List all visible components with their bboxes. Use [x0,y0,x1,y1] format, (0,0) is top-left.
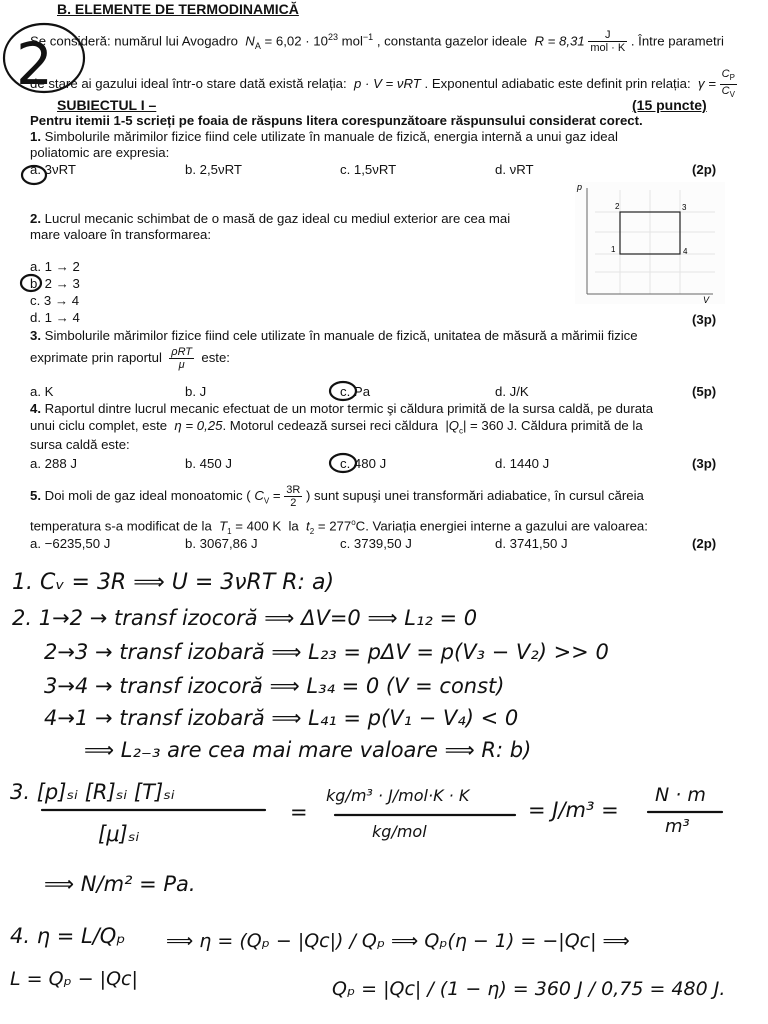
q3-option-c: c. Pa [340,384,371,399]
q1-text-2: poliatomic are expresia: [30,145,170,160]
q4-option-c: c. 480 J [340,456,387,471]
q4-option-d: d. 1440 J [495,456,550,471]
solution-4-line-1: 4. η = L/Qₚ [10,924,126,948]
intro-line-2: de stare ai gazului ideal într-o stare dată există relația: p · V = νRT . Exponentul adiabatic este definit prin relația: γ = $\frac{C_P}{C_V}$ [30,68,735,100]
solution-3-denominator: [μ]ₛᵢ [98,822,140,846]
point-2-label: 2 [615,202,620,211]
solution-3-line-2: ⟹ N/m² = Pa. [44,872,196,896]
page-number: 2 [16,30,53,98]
v-axis-label: V [703,295,710,304]
solution-2-line-4: 4→1 → transf izobară ⟹ L₄₁ = p(V₁ − V₄) < 0 [44,706,519,730]
q5-option-a: a. −6235,50 J [30,536,111,551]
q5-text-1: 5. Doi moli de gaz ideal monoatomic ( $C_V$ = $\frac{3R}{2}$ ) sunt supuşi unei transformări adiabatice, în cursul căreia [30,484,644,509]
q4-text-1: 4. Raportul dintre lucrul mecanic efectuat de un motor termic şi căldura primită de la sursa caldă, pe durata [30,401,654,416]
q1-points: (2p) [692,162,717,177]
solution-1: 1. Cᵥ = 3R ⟹ U = 3νRT R: a) [12,570,335,595]
q5-text-2: temperatura s-a modificat de la $T_1 = 400$ K la $t_2 = 277^oC$. Variația energiei interne a gazului are valoarea: [30,518,648,537]
solution-3-numerator: 3. [p]ₛᵢ [R]ₛᵢ [T]ₛᵢ [10,780,175,804]
q2-text-2: mare valoare în transformarea: [30,227,212,242]
subject-title: SUBIECTUL I – [57,97,157,113]
q5-cv-fraction: $\frac{3R}{2}$ [286,484,301,509]
solution-3-equals: = [290,800,308,824]
q2-option-c: c. 3 → 4 [30,293,80,308]
solution-3-mid-numerator: kg/m³ · J/mol·K · K [326,786,470,805]
solution-4-line-4: Qₚ = |Qc| / (1 − η) = 360 J / 0,75 = 480 J. [332,978,726,1000]
solution-4-line-3: L = Qₚ − |Qc| [10,968,138,990]
p-axis-label: p [577,182,583,192]
subject-points: (15 puncte) [632,97,707,113]
solution-3-result-numerator: N · m [655,784,706,806]
q3-text-1: 3. Simbolurile mărimilor fizice fiind cele utilizate în manuale de fizică, unitatea de măsură a mărimii fizice [30,328,638,343]
subject-instruction: Pentru itemii 1-5 scrieți pe foaia de răspuns litera corespunzătoare răspunsului considerat corect. [30,113,643,128]
q3-fraction: $\frac{\text{ρRT}}{\mu}$ [171,346,193,371]
solution-3-mid-denominator: kg/mol [372,822,427,841]
q4-answer-circle [330,454,356,472]
point-3-label: 3 [682,203,687,212]
q3-points: (5p) [692,384,717,399]
q1-option-b: b. 2,5νRT [185,162,242,177]
solution-2-line-5: ⟹ L₂₋₃ are cea mai mare valoare ⟹ R: b) [84,738,532,762]
q3-option-b: b. J [185,384,207,399]
q1-text-1: 1. Simbolurile mărimilor fizice fiind cele utilizate în manuale de fizică, energia internă a unui gaz ideal [30,129,618,144]
q4-text-3: sursa caldă este: [30,437,130,452]
q2-option-a: a. 1 → 2 [30,259,80,274]
q1-option-c: c. 1,5νRT [340,162,397,177]
q3-option-a: a. K [30,384,54,399]
q1-answer-circle [22,166,46,184]
q4-points: (3p) [692,456,717,471]
q5-option-b: b. 3067,86 J [185,536,258,551]
q5-points: (2p) [692,536,717,551]
q2-text-1: 2. Lucrul mecanic schimbat de o masă de gaz ideal cu mediul exterior are cea mai [30,211,511,226]
q4-option-b: b. 450 J [185,456,232,471]
q2-option-d: d. 1 → 4 [30,310,80,325]
solution-2-line-2: 2→3 → transf izobară ⟹ L₂₃ = pΔV = p(V₃ − V₂) >> 0 [44,640,609,664]
q5-option-c: c. 3739,50 J [340,536,412,551]
q2-points: (3p) [692,312,717,327]
intro-line-1: Se consideră: numărul lui Avogadro $N_A = 6,02 \cdot 10^{23}$ mol$^{-1}$ , constanta gazelor ideale R = 8,31 $\frac{J}{\text{mol · K}}$ . Între parametri [30,29,724,55]
q1-option-a: a. 3νRT [30,162,76,177]
section-title: B. ELEMENTE DE TERMODINAMICĂ [57,1,299,17]
point-4-label: 4 [683,247,688,256]
q4-option-a: a. 288 J [30,456,77,471]
r-unit-fraction: $\frac{J}{\text{mol · K}}$ [590,29,626,55]
q1-option-d: d. νRT [495,162,534,177]
solution-4-line-2: ⟹ η = (Qₚ − |Qc|) / Qₚ ⟹ Qₚ(η − 1) = −|Qc| ⟹ [166,930,630,952]
solution-2-line-3: 3→4 → transf izocoră ⟹ L₃₄ = 0 (V = const) [44,674,505,698]
q3-option-d: d. J/K [495,384,529,399]
q3-answer-circle [330,382,356,400]
q5-option-d: d. 3741,50 J [495,536,568,551]
point-1-label: 1 [611,245,616,254]
solution-2-line-1: 2. 1→2 → transf izocoră ⟹ ΔV=0 ⟹ L₁₂ = 0 [12,606,478,630]
solution-3-result: = J/m³ = [528,798,619,822]
q2-option-b: b. 2 → 3 [30,276,80,291]
solution-3-result-denominator: m³ [665,816,690,837]
q2-answer-circle [21,275,41,291]
q3-text-2: exprimate prin raportul $\frac{\text{ρRT}}{\mu}$ este: [30,346,230,371]
q4-text-2: unui ciclu complet, este η = 0,25. Motorul cedează sursei reci căldura $|Q_c| = 360$ J. Căldura primită de la [30,418,643,436]
gamma-fraction: $\frac{C_P}{C_V}$ [721,68,735,100]
